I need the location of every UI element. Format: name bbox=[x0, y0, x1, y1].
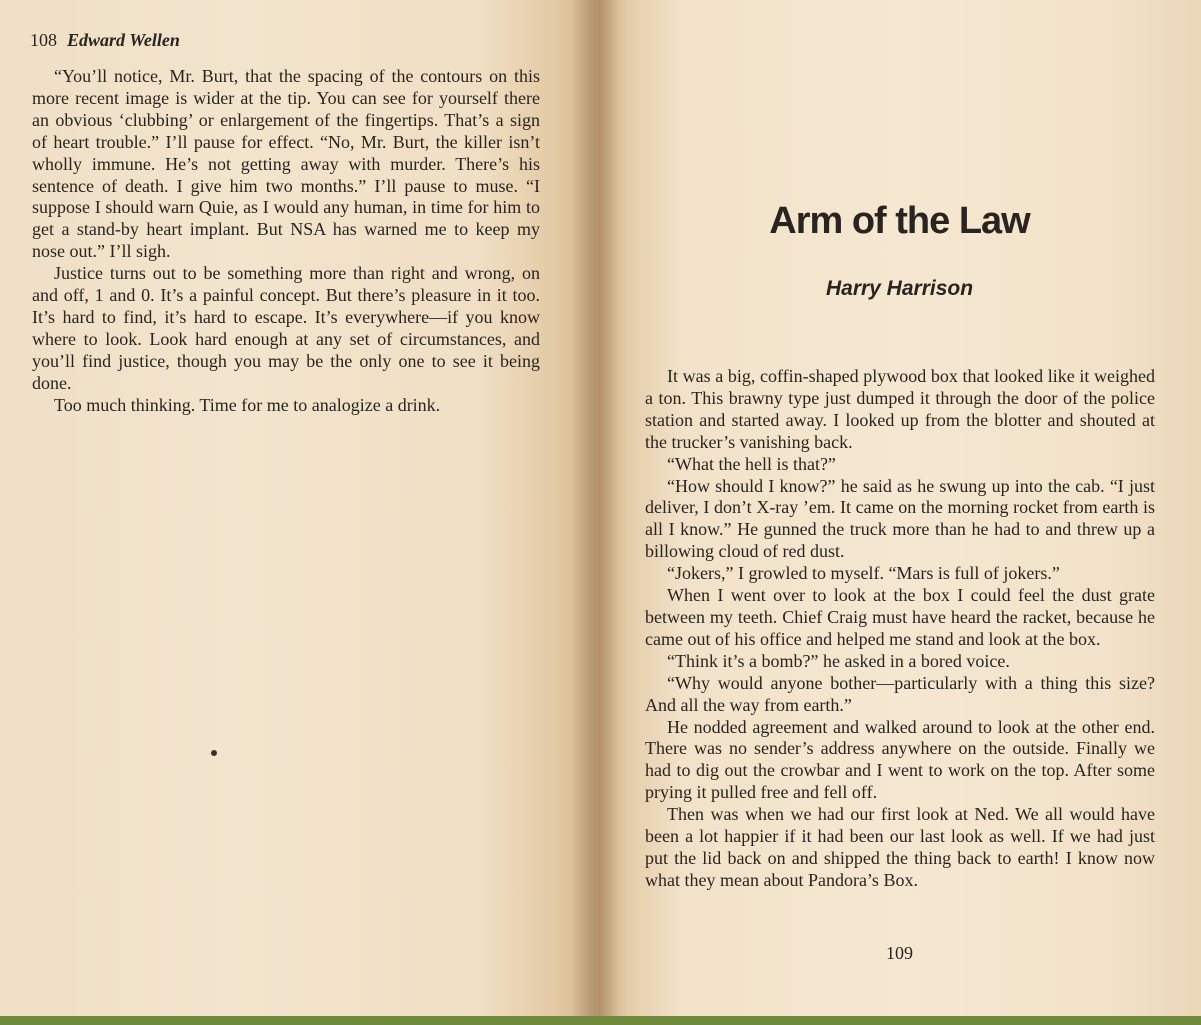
paragraph: It was a big, coffin-shaped plywood box that looked like it weighed a ton. This brawny type just dumped it through the door of the police station and started away. I looked up from the blotter and shouted at the trucker’s vanishing back. bbox=[645, 366, 1155, 452]
page-number-left: 108 bbox=[30, 30, 57, 50]
paragraph: Justice turns out to be something more than right and wrong, on and off, 1 and 0. It’s a painful concept. But there’s pleasure in it too. It’s hard to find, it’s hard to escape. It’s everywhere—if you know where to look. Look hard enough at any set of circumstances, and you’ll find justice, though you may be the only one to see it being done. bbox=[32, 263, 540, 393]
paragraph: “Jokers,” I growled to myself. “Mars is full of jokers.” bbox=[667, 563, 1060, 584]
paragraph: “What the hell is that?” bbox=[667, 453, 836, 474]
running-head bbox=[30, 30, 180, 51]
right-text-block bbox=[645, 366, 1155, 892]
left-page bbox=[0, 0, 598, 1025]
paragraph: “You’ll notice, Mr. Burt, that the spacing of the contours on this more recent image is wider at the tip. You can see for yourself there an obvious ‘clubbing’ or enlargement of the fingertips. That’s a sign of heart trouble.” I’ll pause for effect. “No, Mr. Burt, the killer isn’t wholly immune. He’s not getting away with murder. There’s his sentence of death. I give him two months.” I’ll pause to muse. “I suppose I should warn Quie, as I would any human, in time for him to get a stand-by heart implant. But NSA has warned me to keep my nose out.” I’ll sigh. bbox=[32, 66, 540, 262]
story-author: Harry Harrison bbox=[825, 277, 974, 300]
paragraph: He nodded agreement and walked around to look at the other end. There was no sender’s address anywhere on the outside. Finally we had to dig out the crowbar and I went to work on the top. After some prying it pulled free and fell off. bbox=[645, 716, 1155, 803]
running-head-author: Edward Wellen bbox=[67, 30, 180, 50]
ink-dot bbox=[211, 750, 217, 756]
paragraph: “How should I know?” he said as he swung up into the cab. “I just deliver, I don’t X-ray ’em. It came on the morning rocket from earth is all I know.” He gunned the truck more than he had to and threw up a billowing cloud of red dust. bbox=[645, 475, 1155, 562]
bottom-edge bbox=[0, 1016, 1201, 1025]
right-page bbox=[598, 0, 1201, 1025]
paragraph: “Why would anyone bother—particularly with a thing this size? And all the way from earth.” bbox=[645, 672, 1155, 715]
book-gutter bbox=[570, 0, 620, 1025]
story-title: Arm of the Law bbox=[769, 200, 1030, 242]
page-number-right: 109 bbox=[886, 943, 913, 963]
paragraph: Then was when we had our first look at Ned. We all would have been a lot happier if it had been our last look as well. If we had just put the lid back on and shipped the thing back to earth! I know now what they mean about Pandora’s Box. bbox=[645, 804, 1155, 890]
left-text-block bbox=[32, 66, 540, 417]
paragraph: “Think it’s a bomb?” he asked in a bored voice. bbox=[667, 650, 1010, 671]
paragraph: When I went over to look at the box I could feel the dust grate between my teeth. Chief Craig must have heard the racket, because he came out of his office and helped me stand and look at the box. bbox=[645, 585, 1155, 649]
paragraph: Too much thinking. Time for me to analogize a drink. bbox=[54, 394, 441, 415]
